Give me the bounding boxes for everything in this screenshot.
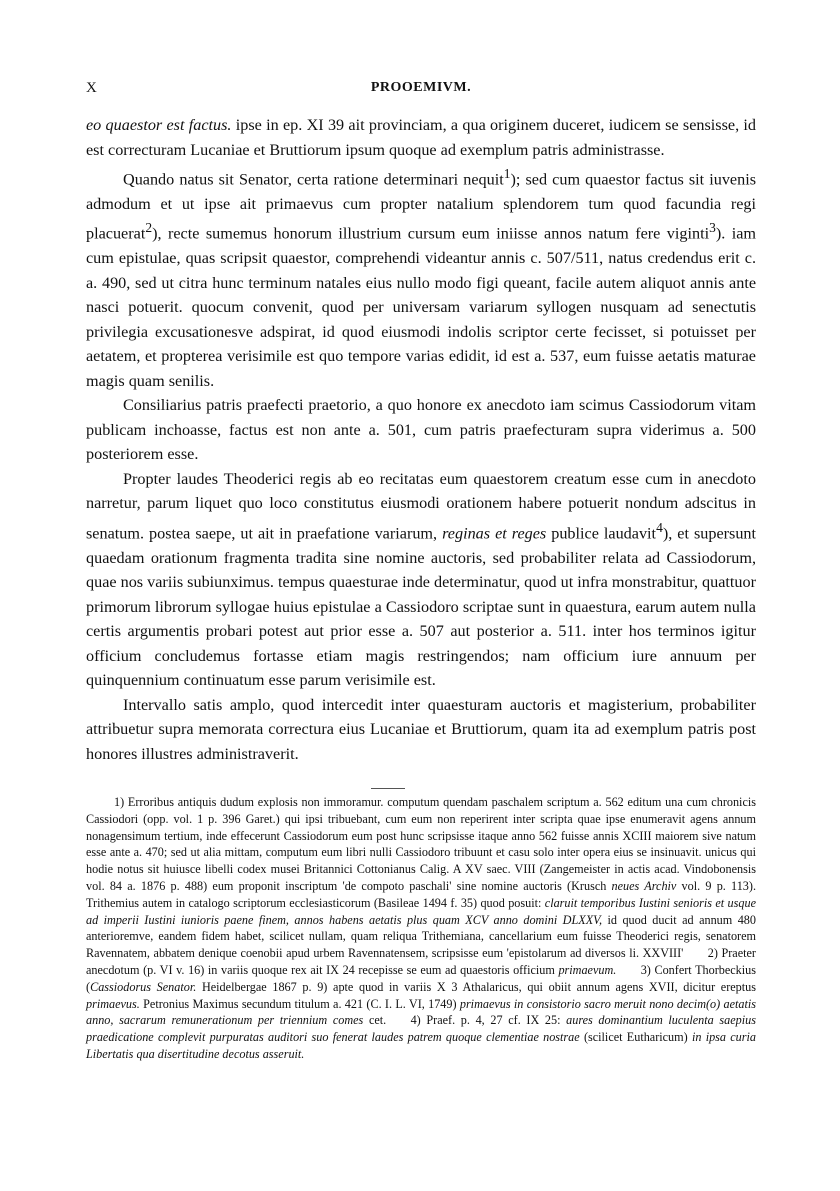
paragraph-5: Intervallo satis amplo, quod intercedit inter quaesturam auctoris et magisterium, probabiliter attribuetur supra memorata correctura eius Lucaniae et Bruttiorum, quam ita ad exemplum patris post honores illustres administraverit. [86,695,756,763]
page-number: X [86,80,98,96]
footnote-marker: 2 [145,220,153,236]
paragraph-4 [86,467,756,693]
italic-phrase: eo quaestor est factus. [86,116,232,134]
italic-phrase: aures dominantium luculenta saepius praedicatione complevit purpuratas auditori suo fenerat laudes patrem quoque clementiae nostrae [86,1013,756,1045]
italic-phrase: primaevus in consistorio sacro meruit nono decim(o) aetatis anno, sacrarum remunerationum per triennium comes [86,996,757,1028]
italic-phrase: primaevus. [86,996,140,1011]
paragraph-text: publice laudavit [546,524,657,543]
paragraph-text: Propter laudes Theoderici regis ab eo recitatas eum quaestorem creatum esse cum in anecdoto narretur, parum liquet quo loco constitutus eiusmodi orationem habere potuerit nondum adscitus in senatum. postea saepe, ut ait in praefatione variarum, [86,469,756,543]
footnote-3: 3) Confert Thorbeckius ( [86,962,756,994]
italic-phrase: primaevum. [558,962,617,977]
page-header [86,80,756,102]
italic-phrase: Cassiodorus Senator. [90,979,197,994]
paragraph-1 [86,113,756,162]
italic-phrase: in ipsa curia Libertatis qua disertitudine decotus asseruit. [86,1030,756,1061]
footnote-4-cont: (scilicet Eutharicum) [579,1030,692,1045]
running-title: PROOEMIVM. [370,80,472,95]
italic-phrase: neues Archiv [611,878,677,893]
paragraph-text: ), et supersunt quaedam orationum fragmenta tradita sine nomine auctoris, sed probabiliter relata ad Cassiodorum, quae nos variis subiunximus. tempus quaesturae inde determinatur, quod ut infra monstrabitur, quattuor primorum librorum syllogae huius epistulae a Cassiodoro scriptae sunt in quaestura, earum autem nulla certis argumentis probari potest aut prior esse a. 507 aut posterior a. 511. inter hos terminos igitur officium concludemus fortasse etiam magis restringendos; nam officium iure annuum per quinquennium continuatum esse parum verisimile est. [86,524,757,690]
paragraph-text: ); sed cum quaestor factus sit iuvenis admodum et ut ipse ait primaevus cum propter natalium splendorem tum quod facundia regi placuerat [86,170,756,243]
footnote-3-cont: cet. [363,1013,387,1028]
footnote-marker: 3 [709,220,716,236]
footnote-text [86,794,756,1063]
italic-phrase: reginas et reges [442,524,547,543]
paragraph-text: ). iam cum epistulae, quas scripsit quaestor, comprehendi videantur annis c. 507/511, natus credendus erit c. a. 490, sed ut citra hunc terminum natales eius nullo modo figi queant, facile autem aliquot annis ante nasci potuerit. quocum convenit, quod per universam variarum syllogen nusquam ad senectutis privilegia excusationesve adspirat, id quod eiusmodi indolis scriptor certe fecisset, si potuisset per aetatem, et propterea verisimile est quo tempore varias edidit, id est a. 537, eum fuisse aetatis maturae magis quam senilis. [86,224,756,390]
footnote-marker: 1 [503,166,511,181]
footnotes [86,794,756,1063]
footnote-marker: 4 [656,519,663,535]
footnote-2: 2) Praeter anecdotum (p. VI v. 16) in variis quoque rex ait IX 24 recepisse se eum ad quaestoris officium [86,946,756,977]
footnote-3-cont: Heidelbergae 1867 p. 9) apte quod in variis X 3 Athalaricus, qui obiit annum agens XVII, dicitur ereptus [196,979,756,994]
footnote-4: 4) Praef. p. 4, 27 cf. IX 25: [410,1013,567,1028]
paragraph-3: Consiliarius patris praefecti praetorio, a quo honore ex anecdoto iam scimus Cassiodorum vitam publicam inchoasse, factus est non ante a. 501, cum patris praefecturam supra viderimus a. 500 posteriorem esse. [86,396,756,464]
paragraph-text: Quando natus sit Senator, certa ratione determinari nequit [123,170,504,189]
footnote-1: 1) Erroribus antiquis dudum explosis non immoramur. computum quendam paschalem scriptum a. 562 editum una cum chronicis Cassiodori (opp. vol. 1 p. 396 Garet.) qui ipsi tribuebant, cum eum non reperirent inter scripta quae ipse enumeravit agens annum nonagensimum tertium, inde effecerunt Cassiodorum eum post hunc scripsisse itaque anno 562 fuisse annis XCIII maiorem sive natum esse ante a. 470; sed ut alia mittam, computum eum libri nulli Cassiodoro tribuunt et casu solo inter opera eius se insinuavit. unicus qui hodie notus sit huiusce libelli codex musei Britannici Cottonianus Calig. A XV saec. VIII (Zangemeister in actis acad. Vindobonensis vol. 84 a. 1876 p. 488) eum proponit inscriptum 'de compoto paschali' sine nomine auctoris (Krusch [86,795,756,893]
italic-phrase: claruit temporibus Iustini senioris et usque ad imperii Iustini iunioris paene finem, annos habens aetatis plus quam XCV anno domini DLXXV, [86,895,756,927]
footnote-divider [371,788,405,789]
footnote-1-cont: id quod ducit ad annum 480 anterioremve, eandem fidem habet, scilicet nullam, quam reliqua Trithemiana, cancellarium eum fuisse Theoderici regis, senatorem Ravennatem, abbatem denique coenobii apud urbem Ravennatensem, scripsisse eum 'epistolarum ad diversos li. XXVIII' [86,912,756,961]
paragraph-2 [86,162,756,393]
footnote-1-cont: vol. 9 p. 113). Trithemius autem in catalogo scriptorum ecclesiasticorum (Basileae 1494 f. 35) quod posuit: [86,878,756,910]
paragraph-text: ), recte sumemus honorum illustrium cursum eum iniisse annos natum fere viginti [152,224,710,243]
footnote-3-cont: Petronius Maximus secundum titulum a. 421 (C. I. L. VI, 1749) [139,996,460,1011]
paragraph-text: ipse in ep. XI 39 ait provinciam, a qua originem duceret, iudicem se sensisse, id est correcturam Lucaniae et Bruttiorum ipsum quoque ad exemplum patris administrasse. [86,116,756,159]
main-text [86,113,756,766]
